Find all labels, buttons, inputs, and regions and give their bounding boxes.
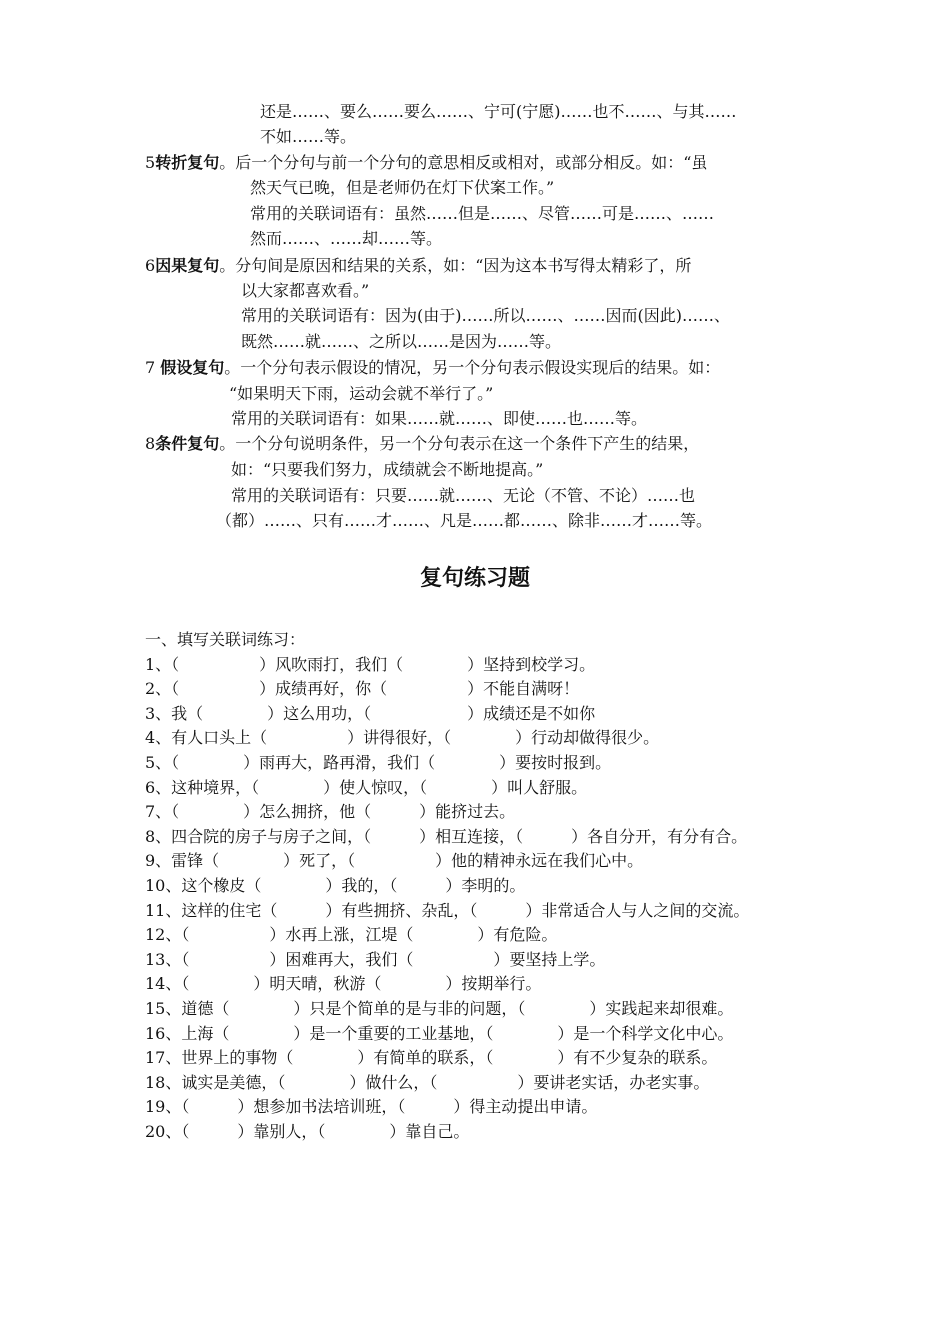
exercise-item-10: 10、这个橡皮（ ）我的，（ ）李明的。 [145,875,526,895]
exercise-item-11: 11、这样的住宅（ ）有些拥挤、杂乱，（ ）非常适合人与人之间的交流。 [145,900,750,920]
section-5-line-4: 然而……、……却……等。 [250,229,443,248]
exercise-item-5: 5、（ ）雨再大，路再滑，我们（ ）要按时报到。 [145,752,612,772]
exercise-item-14: 14、（ ）明天晴，秋游（ ）按期举行。 [145,974,542,994]
section-7-line-2: “如果明天下雨，运动会就不举行了。” [229,384,494,403]
exercise-item-2: 2、（ ）成绩再好，你（ ）不能自满呀！ [145,679,580,699]
section-5-line-3: 常用的关联词语有：虽然……但是……、尽管……可是……、…… [250,204,715,223]
exercise-item-6: 6、这种境界，（ ）使人惊叹，（ ）叫人舒服。 [145,777,588,797]
exercise-item-8: 8、四合院的房子与房子之间，（ ）相互连接，（ ）各自分开，有分有合。 [145,826,748,846]
section-8-line-2: 如：“只要我们努力，成绩就会不断地提高。” [231,460,544,479]
section-6-line-3: 常用的关联词语有：因为(由于)……所以……、……因而(因此)……、 [241,306,730,325]
section-5-text: 。后一个分句与前一个分句的意思相反或相对，或部分相反。如：“虽 [219,153,708,172]
exercise-item-16: 16、上海（ ）是一个重要的工业基地，（ ）是一个科学文化中心。 [145,1023,734,1043]
exercise-title: 复句练习题 [419,566,530,591]
exercise-item-13: 13、（ ）困难再大，我们（ ）要坚持上学。 [145,949,606,969]
exercise-item-18: 18、诚实是美德，（ ）做什么，（ ）要讲老实话，办老实事。 [145,1072,710,1092]
section-5-title: 转折复句 [155,153,220,172]
section-5-line-2: 然天气已晚，但是老师仍在灯下伏案工作。” [250,178,555,197]
section-5-number: 5 [145,153,156,172]
section-6-line-2: 以大家都喜欢看。” [241,281,370,300]
section-7-text: 。一个分句表示假设的情况，另一个分句表示假设实现后的结果。如： [224,358,721,377]
section-8-line-4: （都）……、只有……才……、凡是……都……、除非……才……等。 [216,511,713,530]
exercise-item-1: 1、（ ）风吹雨打，我们（ ）坚持到校学习。 [145,654,596,674]
section-7-line-1 [145,356,720,380]
exercise-list [145,628,815,1144]
exercise-item-19: 19、（ ）想参加书法培训班，（ ）得主动提出申请。 [145,1097,598,1117]
section-7-title: 假设复句 [160,358,225,377]
section-6-line-1 [145,254,691,278]
section-6-title: 因果复句 [155,256,220,275]
exercise-item-7: 7、（ ）怎么拥挤，他（ ）能挤过去。 [145,802,516,822]
section-6-number: 6 [145,256,156,275]
section-8-text: 。一个分句说明条件，另一个分句表示在这一个条件下产生的结果， [219,434,700,453]
section-7-line-3: 常用的关联词语有：如果……就……、即使……也……等。 [231,409,648,428]
section-7-number: 7 [145,358,156,377]
section-5-line-1 [145,151,707,175]
section-8-line-3: 常用的关联词语有：只要……就……、无论（不管、不论）……也 [231,486,696,505]
notes-continuation-line-2: 不如……等。 [260,127,357,146]
section-8-number: 8 [145,434,156,453]
section-6-text: 。分句间是原因和结果的关系，如：“因为这本书写得太精彩了，所 [219,256,692,275]
exercise-item-9: 9、雷锋（ ）死了，（ ）他的精神永远在我们心中。 [145,851,644,871]
exercise-item-3: 3、我（ ）这么用功，（ ）成绩还是不如你 [145,703,596,723]
notes-continuation-line-1: 还是……、要么……要么……、宁可(宁愿)……也不……、与其…… [260,102,737,121]
exercise-item-20: 20、（ ）靠别人，（ ）靠自己。 [145,1121,470,1141]
exercise-item-12: 12、（ ）水再上涨，江堤（ ）有危险。 [145,925,558,945]
exercise-item-4: 4、有人口头上（ ）讲得很好，（ ）行动却做得很少。 [145,728,660,748]
exercise-item-15: 15、道德（ ）只是个简单的是与非的问题，（ ）实践起来却很难。 [145,998,734,1018]
section-8-title: 条件复句 [155,434,220,453]
section-6-line-4: 既然……就……、之所以……是因为……等。 [241,332,562,351]
section-8-line-1 [145,432,699,456]
exercise-section-heading: 一、填写关联词练习： [145,630,306,649]
exercise-item-17: 17、世界上的事物（ ）有简单的联系，（ ）有不少复杂的联系。 [145,1048,718,1068]
